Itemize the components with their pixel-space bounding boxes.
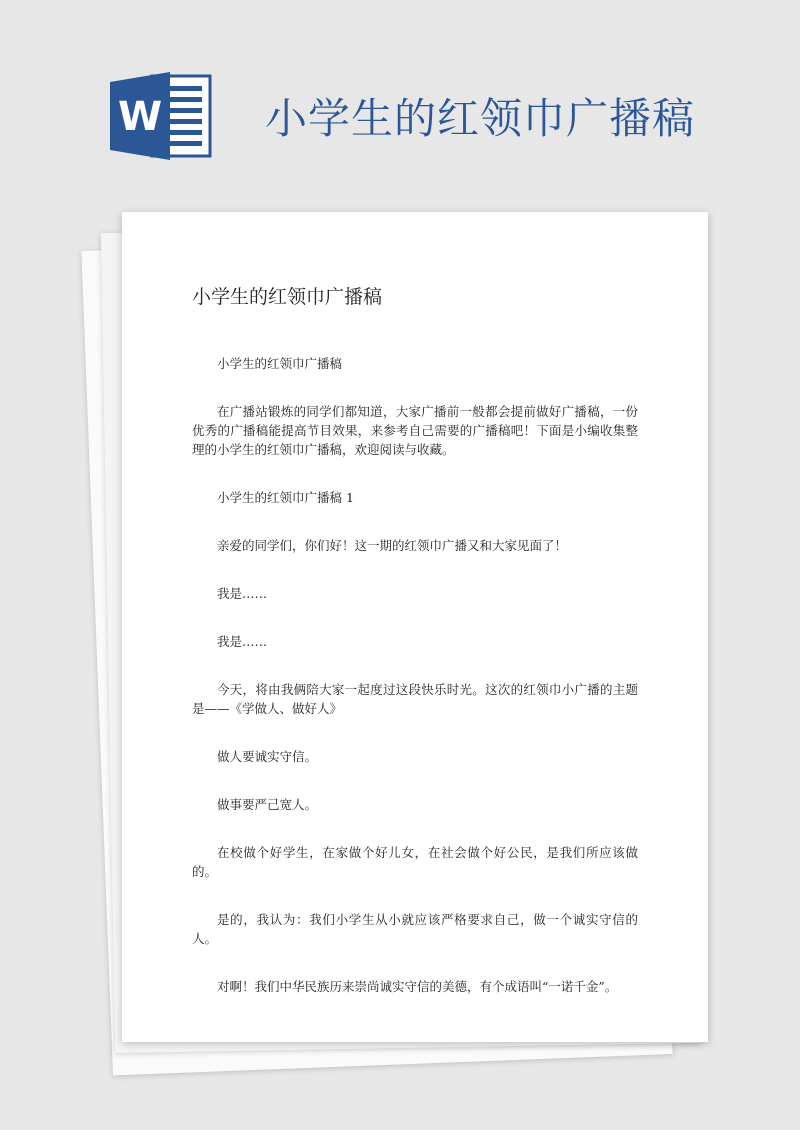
word-document-icon [110,72,215,160]
paragraph: 在校做个好学生，在家做个好儿女，在社会做个好公民，是我们所应该做的。 [192,845,638,879]
paragraph: 亲爱的同学们，你们好！这一期的红领巾广播又和大家见面了！ [217,538,568,553]
svg-text:W: W [117,94,163,140]
banner-title: 小学生的红领巾广播稿 [265,94,696,143]
paragraph: 今天，将由我俩陪大家一起度过这段快乐时光。这次的红领巾小广播的主题是——《学做人、做好人》 [192,682,638,716]
document-body [192,354,638,1025]
document-page [122,212,708,1042]
paragraph: 在广播站锻炼的同学们都知道，大家广播前一般都会提前做好广播稿，一份优秀的广播稿能提高节目效果，来参考自己需要的广播稿吧！下面是小编收集整理的小学生的红领巾广播稿，欢迎阅读与收藏。 [192,404,638,457]
paragraph: 对啊！我们中华民族历来崇尚诚实守信的美德，有个成语叫“一诺千金”。 [217,979,618,994]
paragraph: 是的，我认为：我们小学生从小就应该严格要求自己，做一个诚实守信的人。 [192,912,638,946]
paragraph: 小学生的红领巾广播稿 1 [217,490,354,505]
document-title: 小学生的红领巾广播稿 [192,286,383,308]
paragraph: 小学生的红领巾广播稿 [217,356,343,371]
paragraph: 做人要诚实守信。 [217,749,318,764]
paragraph: 我是…… [217,586,268,601]
paragraph: 我是…… [217,634,268,649]
paragraph: 做事要严己宽人。 [217,797,318,812]
